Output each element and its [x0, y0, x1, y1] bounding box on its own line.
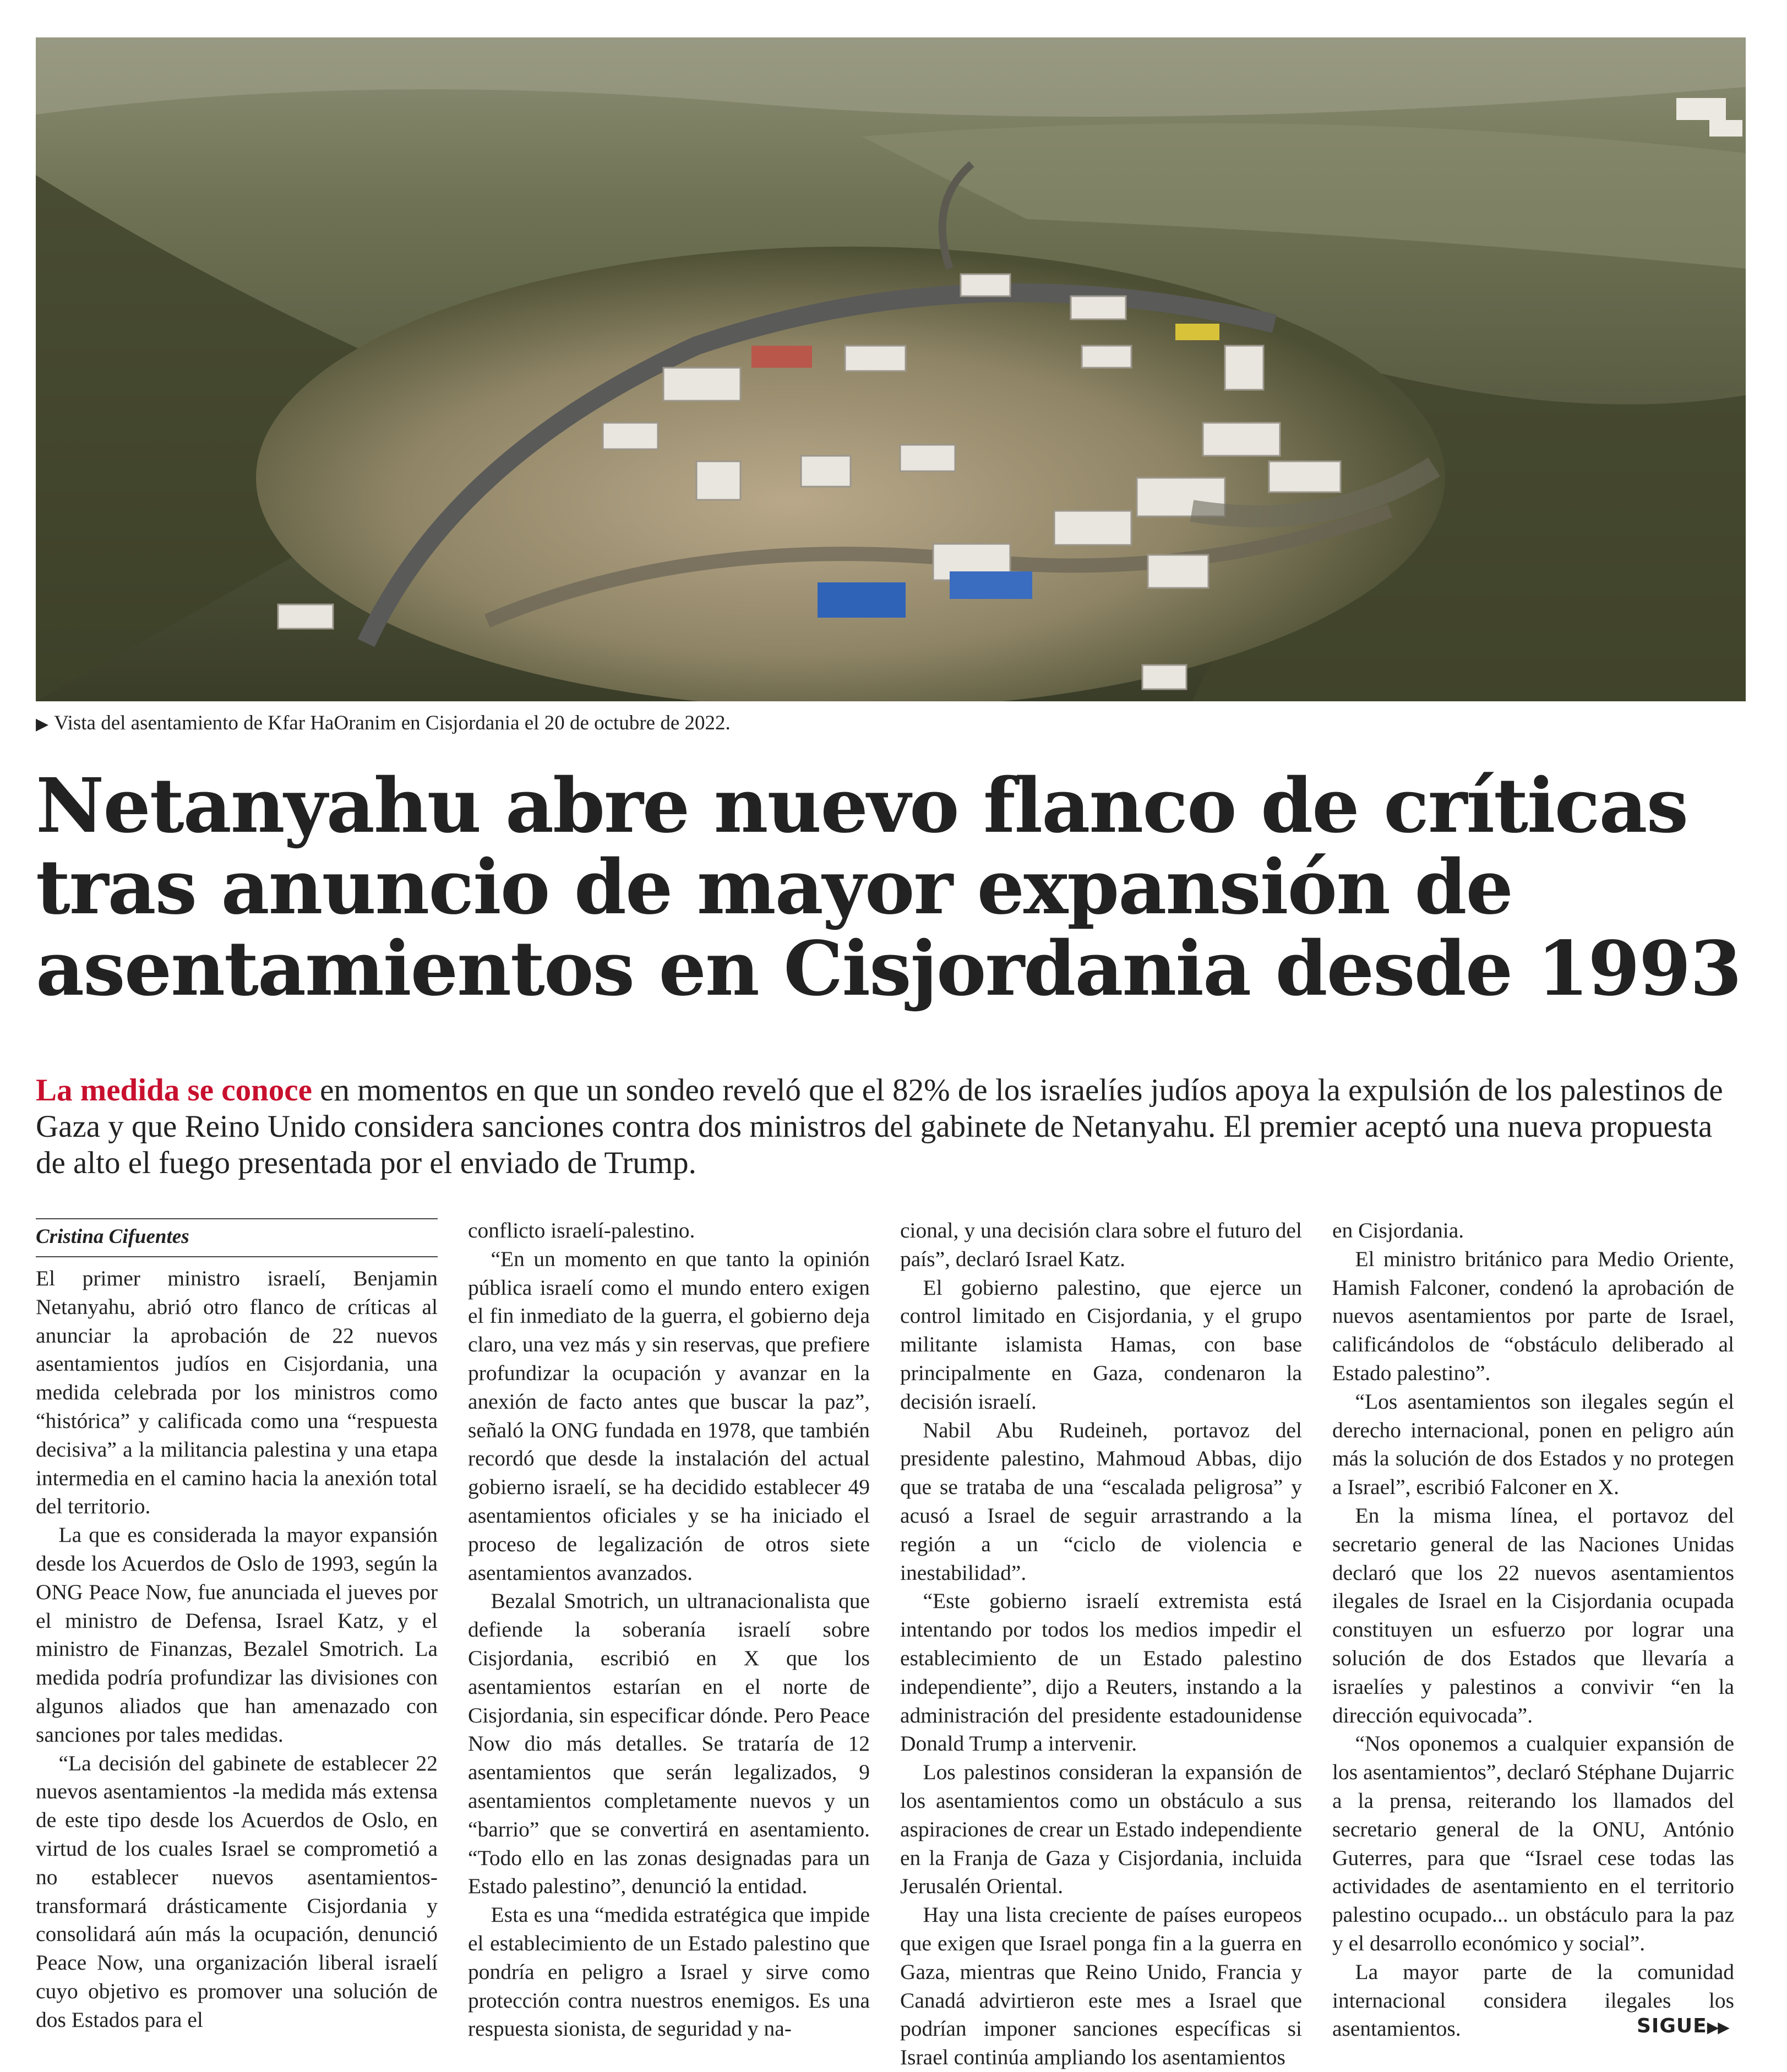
article-column-2	[468, 1217, 870, 2043]
paragraph: El ministro británico para Medio Oriente, Hamish Falconer, condenó la aprobación de nuevos asentamientos por parte de Israel, calificándolos de “obstáculo deliberado al Estado palestino”.	[1332, 1246, 1734, 1385]
continue-arrow-icon: ▶▶	[1707, 2018, 1729, 2036]
paragraph: en Cisjordania.	[1332, 1218, 1464, 1242]
paragraph: Hay una lista creciente de países europeos que exigen que Israel ponga fin a la guerra en Gaza, mientras que Reino Unido, Francia y Canadá advirtieron este mes a Israel que podrían imponer sanciones específicas si Israel continúa ampliando los asentamientos	[900, 1902, 1302, 2070]
byline-rule-bottom	[36, 1256, 438, 1257]
paragraph: Bezalal Smotrich, un ultranacionalista que defiende la soberanía israelí sobre Cisjordania, escribió en X que los asentamientos estarían en el norte de Cisjordania, sin especificar dónde. Pero Peace Now dio más detalles. Se trataría de 12 asentamientos que serán legalizados, 9 asentamientos completamente nuevos y un “barrio” que se convertirá en asentamiento. “Todo ello en las zonas designadas para un Estado palestino”, denunció la entidad.	[468, 1589, 870, 1899]
paragraph: “Los asentamientos son ilegales según el derecho internacional, ponen en peligro aún más la solución de dos Estados y no protegen a Israel”, escribió Falconer en X.	[1332, 1389, 1734, 1500]
continue-text: SIGUE	[1637, 2015, 1707, 2037]
article-column-3	[900, 1217, 1302, 2072]
paragraph: Esta es una “medida estratégica que impide el establecimiento de un Estado palestino que pondría en peligro a Israel y sirve como protección contra nuestros enemigos. Es una respuesta sionista, de seguridad y na-	[468, 1902, 870, 2041]
article-column-4	[1332, 1217, 1734, 2043]
byline: Cristina Cifuentes	[36, 1225, 189, 1248]
dek-text: en momentos en que un sondeo reveló que el 82% de los israelíes judíos apoya la expulsión de los palestinos de Gaza y que Reino Unido considera sanciones contra dos ministros del gabinete de Netanyahu. El premier aceptó una nueva propuesta de alto el fuego presentada por el enviado de Trump.	[36, 1073, 1723, 1180]
headline: Netanyahu abre nuevo flanco de críticas tras anuncio de mayor expansión de asentamientos en Cisjordania desde 1993	[36, 762, 1741, 1013]
paragraph: “La decisión del gabinete de establecer 22 nuevos asentamientos -la medida más extensa de este tipo desde los Acuerdos de Oslo, en virtud de los cuales Israel se comprometió a no establecer nuevos asentamientos- transformará drásticamente Cisjordania y consolidará aún más la ocupación, denunció Peace Now, una organización liberal israelí cuyo objetivo es promover una solución de dos Estados para el	[36, 1751, 438, 2032]
paragraph: La que es considerada la mayor expansión desde los Acuerdos de Oslo de 1993, según la ONG Peace Now, fue anunciada el jueves por el ministro de Defensa, Israel Katz, y el ministro de Finanzas, Bezalel Smotrich. La medida podría profundizar las divisiones con algunos aliados que han amenazado con sanciones por tales medidas.	[36, 1523, 438, 1747]
paragraph: “Nos oponemos a cualquier expansión de los asentamientos”, declaró Stéphane Dujarric a la prensa, reiterando los llamados del secretario general de la ONU, António Guterres, para que “Israel cese todas las actividades de asentamiento en el territorio palestino ocupado... un obstáculo para la paz y el desarrollo económico y social”.	[1332, 1731, 1734, 1955]
paragraph: “Este gobierno israelí extremista está intentando por todos los medios impedir el establecimiento de un Estado palestino independiente”, dijo a Reuters, instando a la administración del presidente estadounidense Donald Trump a intervenir.	[900, 1589, 1302, 1756]
paragraph: En la misma línea, el portavoz del secretario general de las Naciones Unidas declaró que los 22 nuevos asentamientos ilegales de Israel en la Cisjordania ocupada constituyen un esfuerzo por lograr una solución de dos Estados que llevaría a israelíes y palestinos a convivir “en la dirección equivocada”.	[1332, 1503, 1734, 1727]
caption-text: Vista del asentamiento de Kfar HaOranim en Cisjordania el 20 de octubre de 2022.	[54, 712, 731, 734]
paragraph: cional, y una decisión clara sobre el futuro del país”, declaró Israel Katz.	[900, 1218, 1302, 1271]
settlement-aerial-image	[36, 37, 1746, 701]
paragraph: La mayor parte de la comunidad internacional considera ilegales los asentamientos.	[1332, 1959, 1734, 2041]
paragraph: Nabil Abu Rudeineh, portavoz del presidente palestino, Mahmoud Abbas, dijo que se trataba de una “escalada peligrosa” y acusó a Israel de seguir arrastrando a la región a un “ciclo de violencia e inestabilidad”.	[900, 1417, 1302, 1585]
continue-label	[1637, 2015, 1729, 2037]
byline-rule-top	[36, 1218, 438, 1219]
dek	[36, 1072, 1748, 1181]
article-photo	[36, 37, 1746, 701]
paragraph: “En un momento en que tanto la opinión pública israelí como el mundo entero exigen el fin inmediato de la guerra, el gobierno deja claro, una vez más y sin reservas, que prefiere profundizar la ocupación y avanzar en la anexión de facto antes que buscar la paz”, señaló la ONG fundada en 1978, que también recordó que desde la instalación del actual gobierno israelí, se ha decidido establecer 49 asentamientos oficiales y se ha iniciado el proceso de legalización de otros siete asentamientos avanzados.	[468, 1246, 870, 1585]
paragraph: Los palestinos consideran la expansión de los asentamientos como un obstáculo a sus aspiraciones de crear un Estado independiente en la Franja de Gaza y Cisjordania, incluida Jerusalén Oriental.	[900, 1760, 1302, 1899]
article-column-1	[36, 1264, 438, 2035]
paragraph: conflicto israelí-palestino.	[468, 1218, 695, 1242]
caption-marker-icon: ▶	[36, 715, 49, 733]
photo-caption	[36, 708, 1742, 740]
paragraph: El gobierno palestino, que ejerce un control limitado en Cisjordania, y el grupo militante islamista Hamas, con base principalmente en Gaza, condenaron la decisión israelí.	[900, 1275, 1302, 1414]
paragraph: El primer ministro israelí, Benjamin Netanyahu, abrió otro flanco de críticas al anunciar la aprobación de 22 nuevos asentamientos judíos en Cisjordania, una medida celebrada por los ministros como “histórica” y calificada como una “respuesta decisiva” a la militancia palestina y una etapa intermedia en el camino hacia la anexión total del territorio.	[36, 1266, 438, 1519]
dek-lead: La medida se conoce	[36, 1073, 312, 1108]
